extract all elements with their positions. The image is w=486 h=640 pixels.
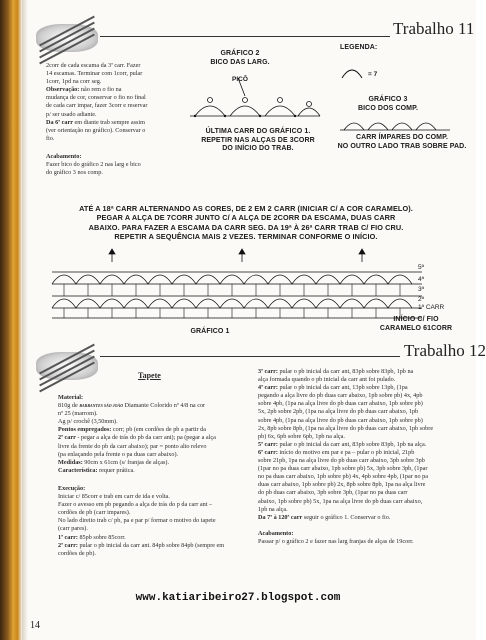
legend-title: LEGENDA: (340, 44, 378, 51)
text-line: mudança de cor, conservar o fio no final (46, 94, 146, 102)
text-line: 2corr de cada escama da 3ª carr. Fazer (46, 62, 141, 69)
text-line: 2ª carr - pegar a alça de trás do pb da carr ant); pa (pegar a alça (58, 434, 216, 442)
text-line: pegando a alça livre do pb duas carr abaixo, 1pb sobre pb) 4x, 4pb (258, 392, 423, 400)
text-line: Característica: requer prática. (58, 466, 135, 474)
graph3-caption: CARR ÍMPARES DO COMP. NO OUTRO LADO TRAB SOBRE PAD. (337, 134, 467, 150)
row-label-4: 4ª (418, 276, 425, 283)
text-line: cordões de pb (carr impares). (58, 509, 131, 517)
graph2-title: GRÁFICO 2 BICO DAS LARG. (210, 50, 270, 66)
text-line: sobre 21pb, 1pa na alça livre do pb duas carr abaixo, 3pb sobre 3pb (258, 457, 425, 465)
graph1-title: GRÁFICO 1 (190, 328, 230, 335)
text-line: (1par no pa duas carr abaixo, 1pb sobre pb) 5x, 3pb sobre 3pb, (1par (258, 465, 428, 473)
yarn-thumbnail-top (36, 24, 98, 52)
text-heading: Material: (58, 394, 84, 401)
text-line: cordões de pb). (58, 549, 96, 557)
text-line: do gráfico 3 nos comp. (46, 169, 103, 177)
text-line: duas carr abaixo, 1pb sobre pb) 2x, 8pb sobre 8pb, 1pa na alça livre (258, 481, 426, 489)
text-line: (ver orientação no gráfico). Conservar o (46, 126, 146, 134)
section-title-trabalho-12: Trabalho 12 (404, 341, 486, 360)
text-line: Passar p/ o gráfico 2 e fazer nas larg franjas de alças de 19corr. (258, 537, 414, 545)
text-line: fio. (46, 134, 55, 142)
text-line: 6ª carr: início do motivo em par e pa – pular o pb inicial, 21pb (258, 448, 415, 456)
text-line: 14 escamas. Terminar com 1corr, pular (46, 70, 143, 78)
text-line: 2ª carr: pular o pb inicial da carr ant. 84pb sobre 84pb (sempre em (58, 541, 225, 549)
text-line: (pa enlaçando pela frente o pa duas carr abaixo). (58, 450, 179, 458)
text-line: 1pb na alça. (258, 505, 288, 513)
text-line: Observação: não rem o fio na (46, 86, 122, 94)
text-line: de cada carr impar, fazer 3corr e reservar (46, 102, 148, 110)
text-line: Da 7ª à 120ª carr seguir o gráfico 1. Conservar o fio. (258, 513, 391, 521)
graph2-diagram (190, 82, 320, 122)
text-line: alça formada quando o pb inicial da carr ant foi pulado. (258, 376, 396, 384)
arc (298, 108, 320, 116)
text-line: Da 6ª carr em diante trab sempre assim (46, 118, 145, 126)
blog-url-watermark: www.katiaribeiro27.blogspot.com (135, 592, 341, 604)
binding-spine (0, 0, 22, 640)
text-line: Iniciar c/ 85corr e trab em carr de ida e volta. (58, 493, 170, 501)
tapete-right-column (258, 368, 472, 546)
text-line: 810g de BARBANTES SÃO JOÃO Diamante Colorido nº 4/8 na cor (58, 402, 206, 410)
text-line: 5ª carr: pular o pb inicial da carr ant, 83pb sobre 83pb, 1pb na alça. (258, 440, 427, 448)
text-line: do pb duas carr abaixo, 3pb sobre 3pb, (1par no pa duas carr (258, 489, 408, 497)
text-line: pb) 6x, 6pb sobre 6pb, 1pb na alça. (258, 432, 345, 440)
graph3-diagram (340, 114, 450, 134)
pico-loop (278, 98, 283, 103)
text-line: sobre 4pb, (1pa na alça livre do pb duas carr abaixo, 1pb sobre pb) (258, 400, 423, 408)
pico-loop (208, 98, 213, 103)
legend-equals: = 7 (368, 71, 378, 78)
graph1-instructions: ATÉ A 18ª CARR ALTERNANDO AS CORES, DE 2 EM 2 CARR (INICIAR C/ A COR CARAMELO). PEGAR A ALÇA DE 7CORR JUNTO C/ A ALÇA DE 2CORR DA ESCAMA, DUAS CARR ABAIXO. PARA FAZER A ESCAMA DA CARR SEG. DA 19ª À 26ª CARR TRAB C/ FIO CRU. REPETIR A SEQUÊNCIA MAIS 2 VEZES. TERMINAR CONFORME O INÍCIO. (79, 204, 413, 242)
brand-logo: BARBANTES SÃO JOÃO (79, 403, 124, 409)
pico-loop (243, 98, 248, 103)
text-line: abaixo, 1pb sobre pb) 5x, 1pa na alça livre do pb duas carr abaixo, (258, 497, 423, 505)
text-line: no pa duas carr abaixo, 1pb sobre pb) 4x, 4pb sobre 4pb, (1par no pa (258, 473, 428, 481)
graph2-caption: ÚLTIMA CARR DO GRÁFICO 1. REPETIR NAS ALÇAS DE 3CORR DO INÍCIO DO TRAB. (201, 128, 315, 153)
graph2-pico-label: PICÔ (232, 76, 248, 83)
yarn-thumbnail-bottom (36, 352, 98, 380)
text-heading: Acabamento: (258, 529, 294, 537)
header-rule-top (100, 36, 390, 37)
header-rule-bottom (100, 356, 400, 357)
text-line: Fazer bico do gráfico 2 nas larg e bico (46, 161, 141, 169)
text-line: livre da frente do pb da carr abaixo); par = ponto alto relevo (58, 442, 207, 450)
text-line: (carr pares). (58, 525, 88, 533)
row-label-5: 5ª (418, 264, 425, 271)
text-line: p/ ser usado adiante. (46, 110, 97, 118)
arc (265, 106, 295, 116)
text-line: Ag p/ crochê (3,50mm). (58, 418, 118, 426)
text-heading: Acabamento: (46, 152, 82, 160)
text-line: 5x, 2pb sobre 2pb, (1pa na alça livre do pb duas carr abaixo, 1pb (258, 408, 419, 416)
tapete-left-column (58, 394, 258, 558)
text-line: 2x, 8pb sobre 8pb, (1pa na alça livre do pb duas carr abaixo, 1pb sobre (258, 424, 434, 432)
text-line: Medidas: 90cm x 61cm (s/ franjas de alças). (58, 458, 170, 466)
text-line: 1ª carr: 85pb sobre 85corr. (58, 533, 126, 541)
pico-loop (307, 102, 312, 107)
text-line: 4ª carr: pular o pb inicial da carr ant, 13pb sobre 13pb, (1pa (258, 384, 408, 392)
text-line: Pontos empregados: corr; pb (em cordões de pb a partir da (58, 426, 207, 434)
text-line: 1corr, 1pd na corr seg. (46, 78, 102, 86)
text-line: sobre 4pb, (1pa na alça livre do pb duas carr abaixo, 1pb sobre pb) (258, 416, 423, 424)
text-heading: Execução: (58, 484, 86, 492)
row-label-1: 1ª CARR (418, 304, 445, 311)
text-line: No lado direito trab c/ pb, pa e par p/ formar o motivo do tapete (58, 517, 216, 525)
text-line: nº 25 (marrom). (58, 410, 98, 418)
graph3-title: GRÁFICO 3 BICO DOS COMP. (357, 96, 418, 112)
arc (195, 106, 225, 116)
page-fold-shadow (22, 0, 28, 640)
arc (230, 106, 260, 116)
text-line: Fazer o avesso em pb pegando a alça de trás do p da carr ant – (58, 501, 213, 509)
top-left-text (46, 62, 196, 177)
graph1-start-note: INÍCIO C/ FIO CARAMELO 61CORR (379, 316, 453, 332)
row-label-3: 3ª (418, 286, 425, 293)
tapete-title: Tapete (138, 371, 161, 380)
page-number: 14 (30, 620, 40, 631)
row-label-2: 2ª (418, 296, 425, 303)
section-title-trabalho-11: Trabalho 11 (393, 19, 475, 38)
text-line: 3ª carr: pular o pb inicial da carr ant, 83pb sobre 83pb, 1pb na (258, 368, 414, 375)
